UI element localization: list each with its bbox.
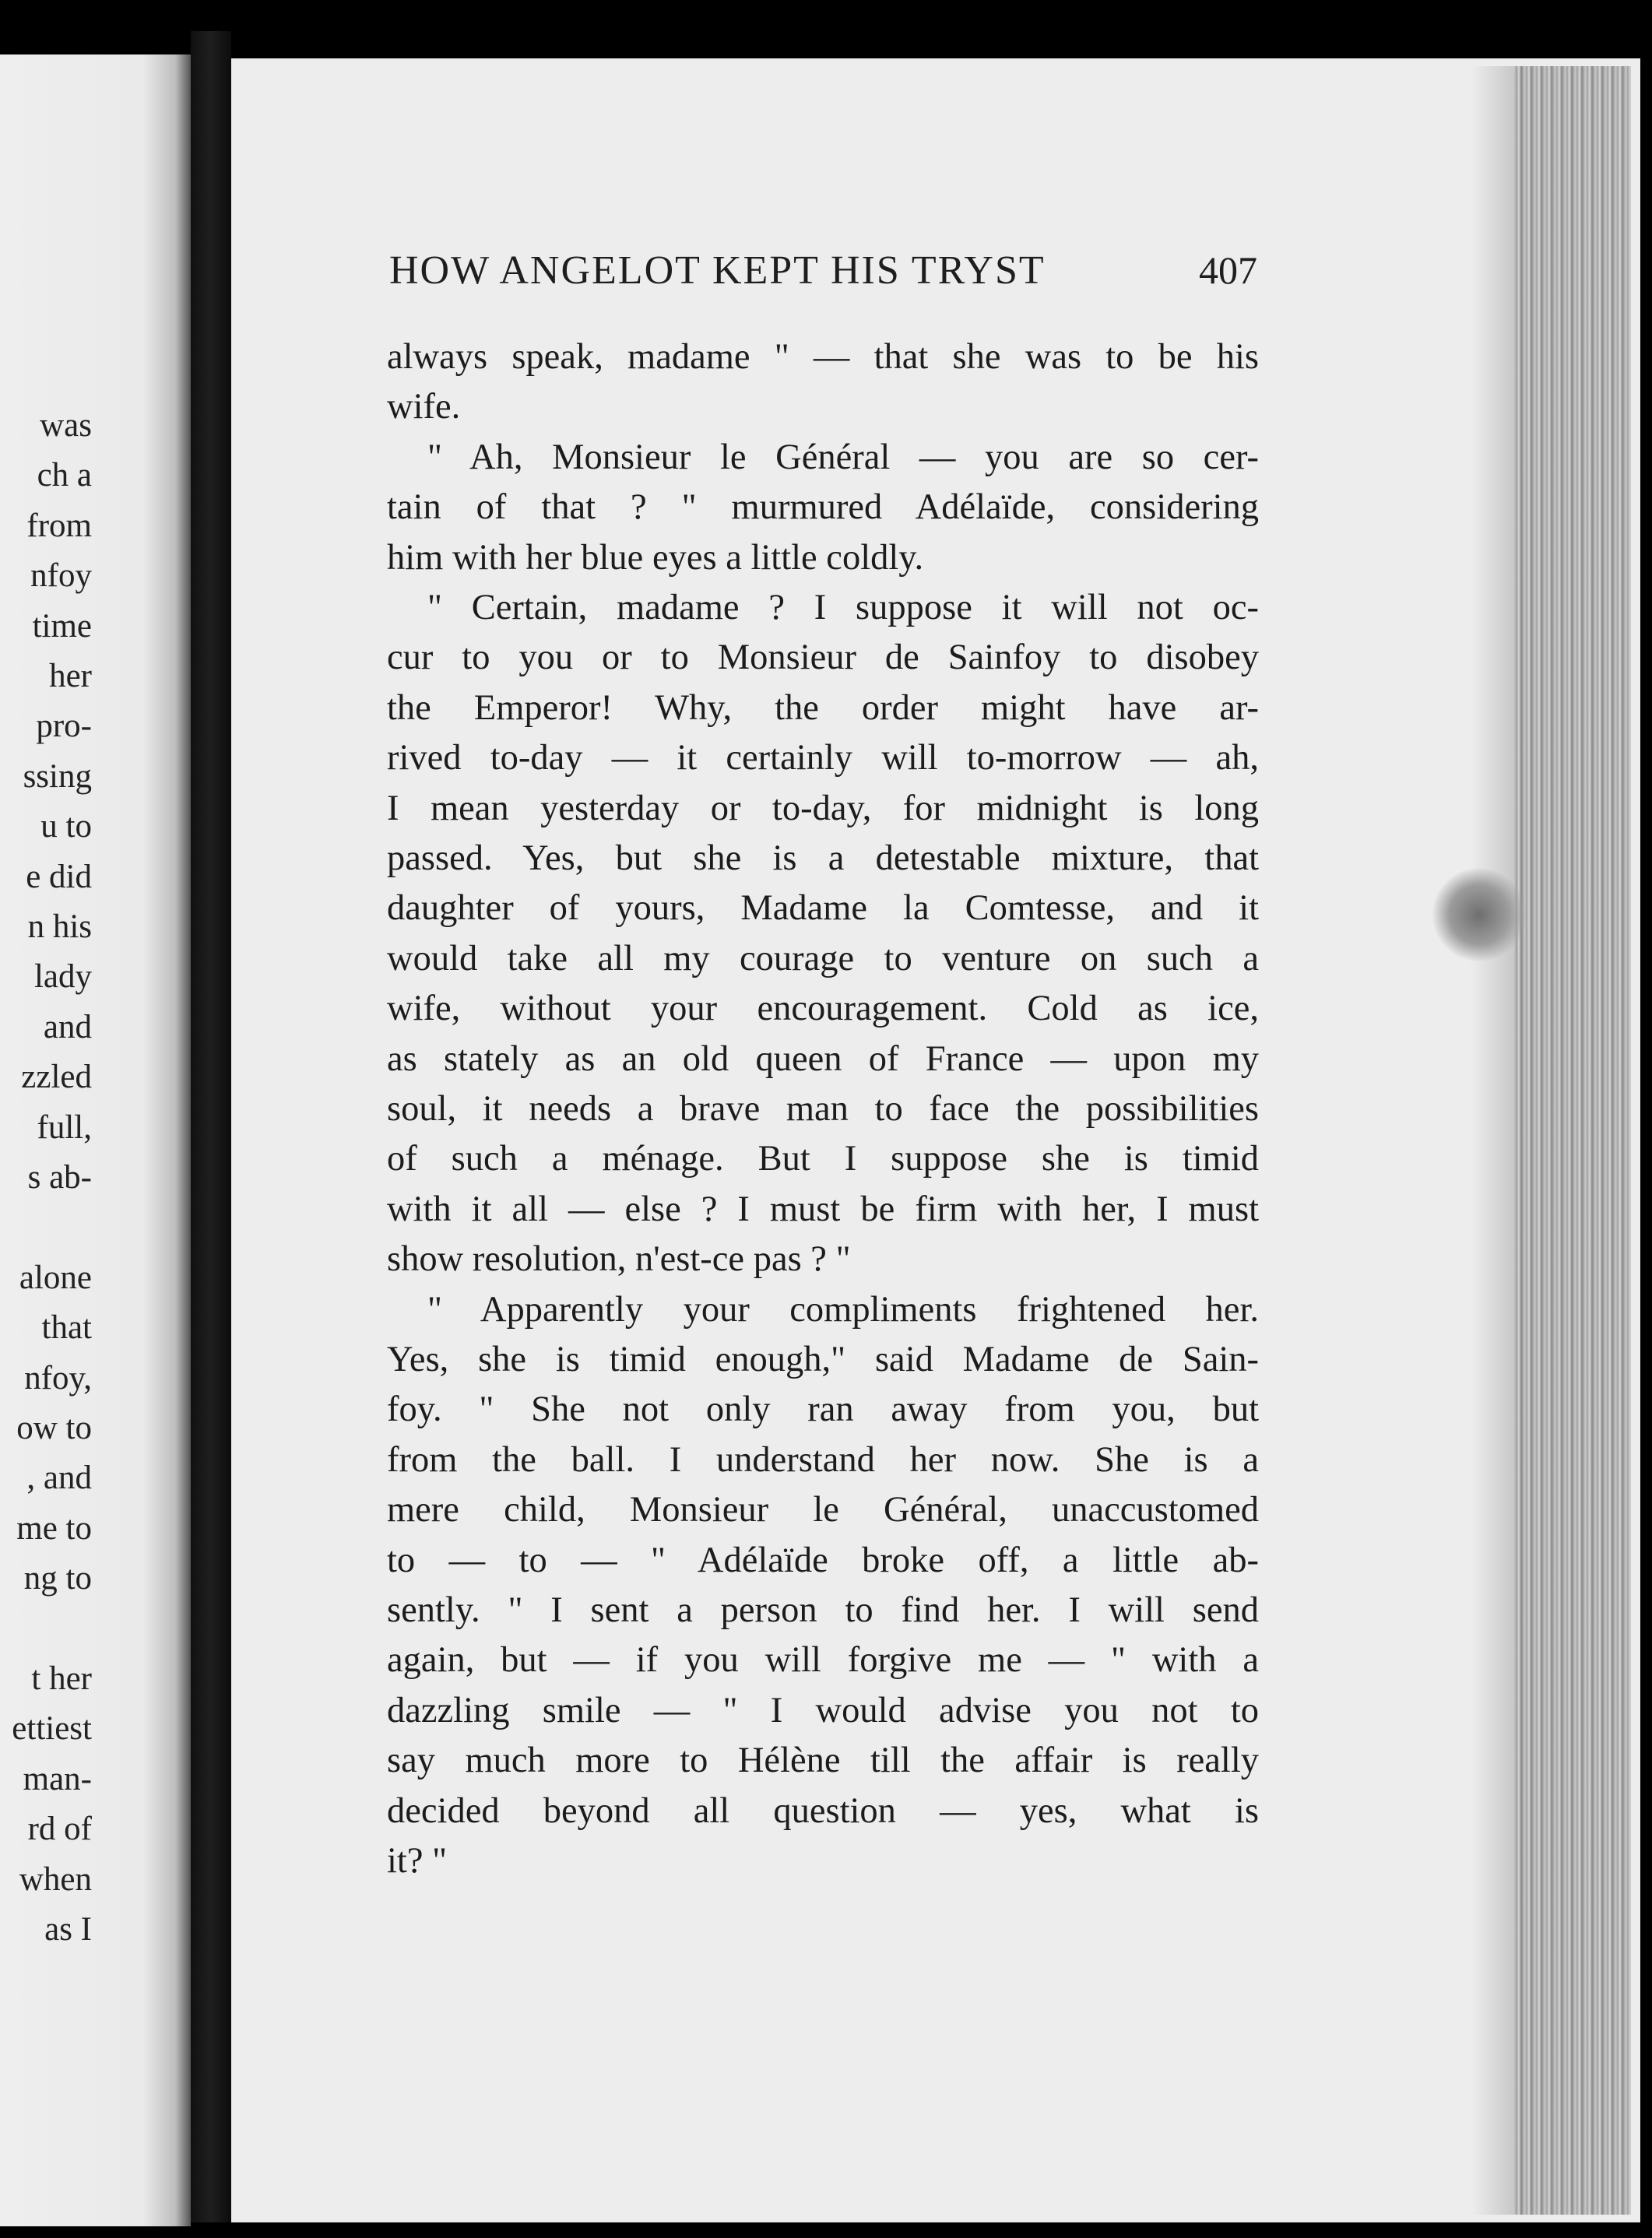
text-line: of such a ménage. But I suppose she is timid	[387, 1139, 1259, 1179]
left-text-fragment: full,	[37, 1108, 92, 1146]
text-line: Yes, she is timid enough," said Madame de Sain-	[387, 1340, 1259, 1379]
left-text-fragment: nfoy	[30, 557, 92, 595]
left-page	[0, 54, 191, 2226]
left-page-text	[0, 409, 92, 1978]
ink-smudge	[1432, 868, 1526, 961]
left-text-fragment: when	[19, 1860, 92, 1898]
left-text-fragment: alone	[19, 1259, 92, 1296]
book-gutter	[191, 31, 231, 2222]
text-line: him with her blue eyes a little coldly.	[387, 537, 924, 578]
text-line: from the ball. I understand her now. She is a	[387, 1439, 1259, 1480]
text-line: sently. " I sent a person to find her. I will send	[387, 1590, 1259, 1630]
text-line: " Apparently your compliments frightened her.	[427, 1289, 1259, 1330]
text-line: as stately as an old queen of France — upon my	[387, 1038, 1259, 1079]
left-text-fragment: t her	[31, 1660, 92, 1697]
left-text-fragment: u to	[40, 808, 92, 845]
text-line: cur to you or to Monsieur de Sainfoy to disobey	[387, 638, 1259, 678]
left-text-fragment: ettiest	[12, 1710, 92, 1748]
text-line: " Ah, Monsieur le Général — you are so cer-	[427, 437, 1259, 477]
left-text-fragment: ch a	[37, 457, 92, 494]
left-text-fragment: and	[43, 1008, 92, 1045]
left-text-fragment: s ab-	[27, 1159, 92, 1196]
left-text-fragment: ng to	[23, 1560, 92, 1597]
text-line: with it all — else ? I must be firm with her, I must	[387, 1189, 1259, 1229]
text-line: mere child, Monsieur le Général, unaccustomed	[387, 1490, 1259, 1530]
left-text-fragment: n his	[27, 908, 92, 945]
text-line: the Emperor! Why, the order might have ar-	[387, 687, 1259, 728]
left-text-fragment: was	[40, 409, 92, 444]
text-line: wife.	[387, 387, 461, 427]
text-line: foy. " She not only ran away from you, but	[387, 1390, 1259, 1430]
text-line: say much more to Hélène till the affair is really	[387, 1741, 1259, 1781]
left-text-fragment: ssing	[23, 757, 92, 795]
left-text-fragment: nfoy,	[24, 1359, 92, 1397]
text-line: to — to — " Adélaïde broke off, a little ab-	[387, 1540, 1259, 1580]
text-line: would take all my courage to venture on such a	[387, 938, 1259, 978]
left-text-fragment: me to	[16, 1509, 92, 1547]
left-text-fragment: lady	[33, 958, 92, 996]
left-text-fragment: pro-	[36, 708, 92, 745]
text-line: wife, without your encouragement. Cold as ice,	[387, 989, 1259, 1029]
text-line: rived to-day — it certainly will to-morrow — ah,	[387, 738, 1259, 778]
left-text-fragment: as I	[44, 1911, 92, 1948]
page-edges	[1514, 66, 1631, 2215]
left-text-fragment: time	[32, 607, 92, 645]
left-text-fragment: that	[41, 1309, 92, 1347]
text-line: show resolution, n'est-ce pas ? "	[387, 1239, 851, 1280]
text-line: again, but — if you will forgive me — " with a	[387, 1640, 1259, 1681]
text-line: daughter of yours, Madame la Comtesse, and it	[387, 888, 1259, 929]
left-text-fragment: her	[49, 658, 92, 694]
text-line: " Certain, madame ? I suppose it will not oc-	[427, 588, 1259, 627]
left-text-fragment: man-	[23, 1760, 92, 1797]
left-text-fragment: ow to	[16, 1410, 92, 1446]
page-edge-shadow	[1471, 66, 1518, 2215]
left-text-fragment: , and	[26, 1460, 92, 1497]
text-line: dazzling smile — " I would advise you not to	[387, 1690, 1259, 1730]
text-line: tain of that ? " murmured Adélaïde, considering	[387, 487, 1259, 528]
text-line: soul, it needs a brave man to face the possibilities	[387, 1089, 1259, 1129]
left-text-fragment: zzled	[21, 1059, 92, 1096]
running-head: HOW ANGELOT KEPT HIS TRYST	[389, 248, 1046, 293]
left-text-fragment: e did	[26, 858, 92, 895]
left-text-fragment: rd of	[27, 1811, 92, 1848]
page-number: 407	[1199, 248, 1257, 292]
text-line: passed. Yes, but she is a detestable mixture, that	[387, 838, 1259, 878]
text-line: it? "	[387, 1841, 448, 1881]
left-text-fragment: from	[26, 507, 92, 544]
text-line: always speak, madame " — that she was to be his	[387, 337, 1259, 377]
text-line: decided beyond all question — yes, what is	[387, 1790, 1259, 1831]
text-line: I mean yesterday or to-day, for midnight is long	[387, 788, 1259, 828]
